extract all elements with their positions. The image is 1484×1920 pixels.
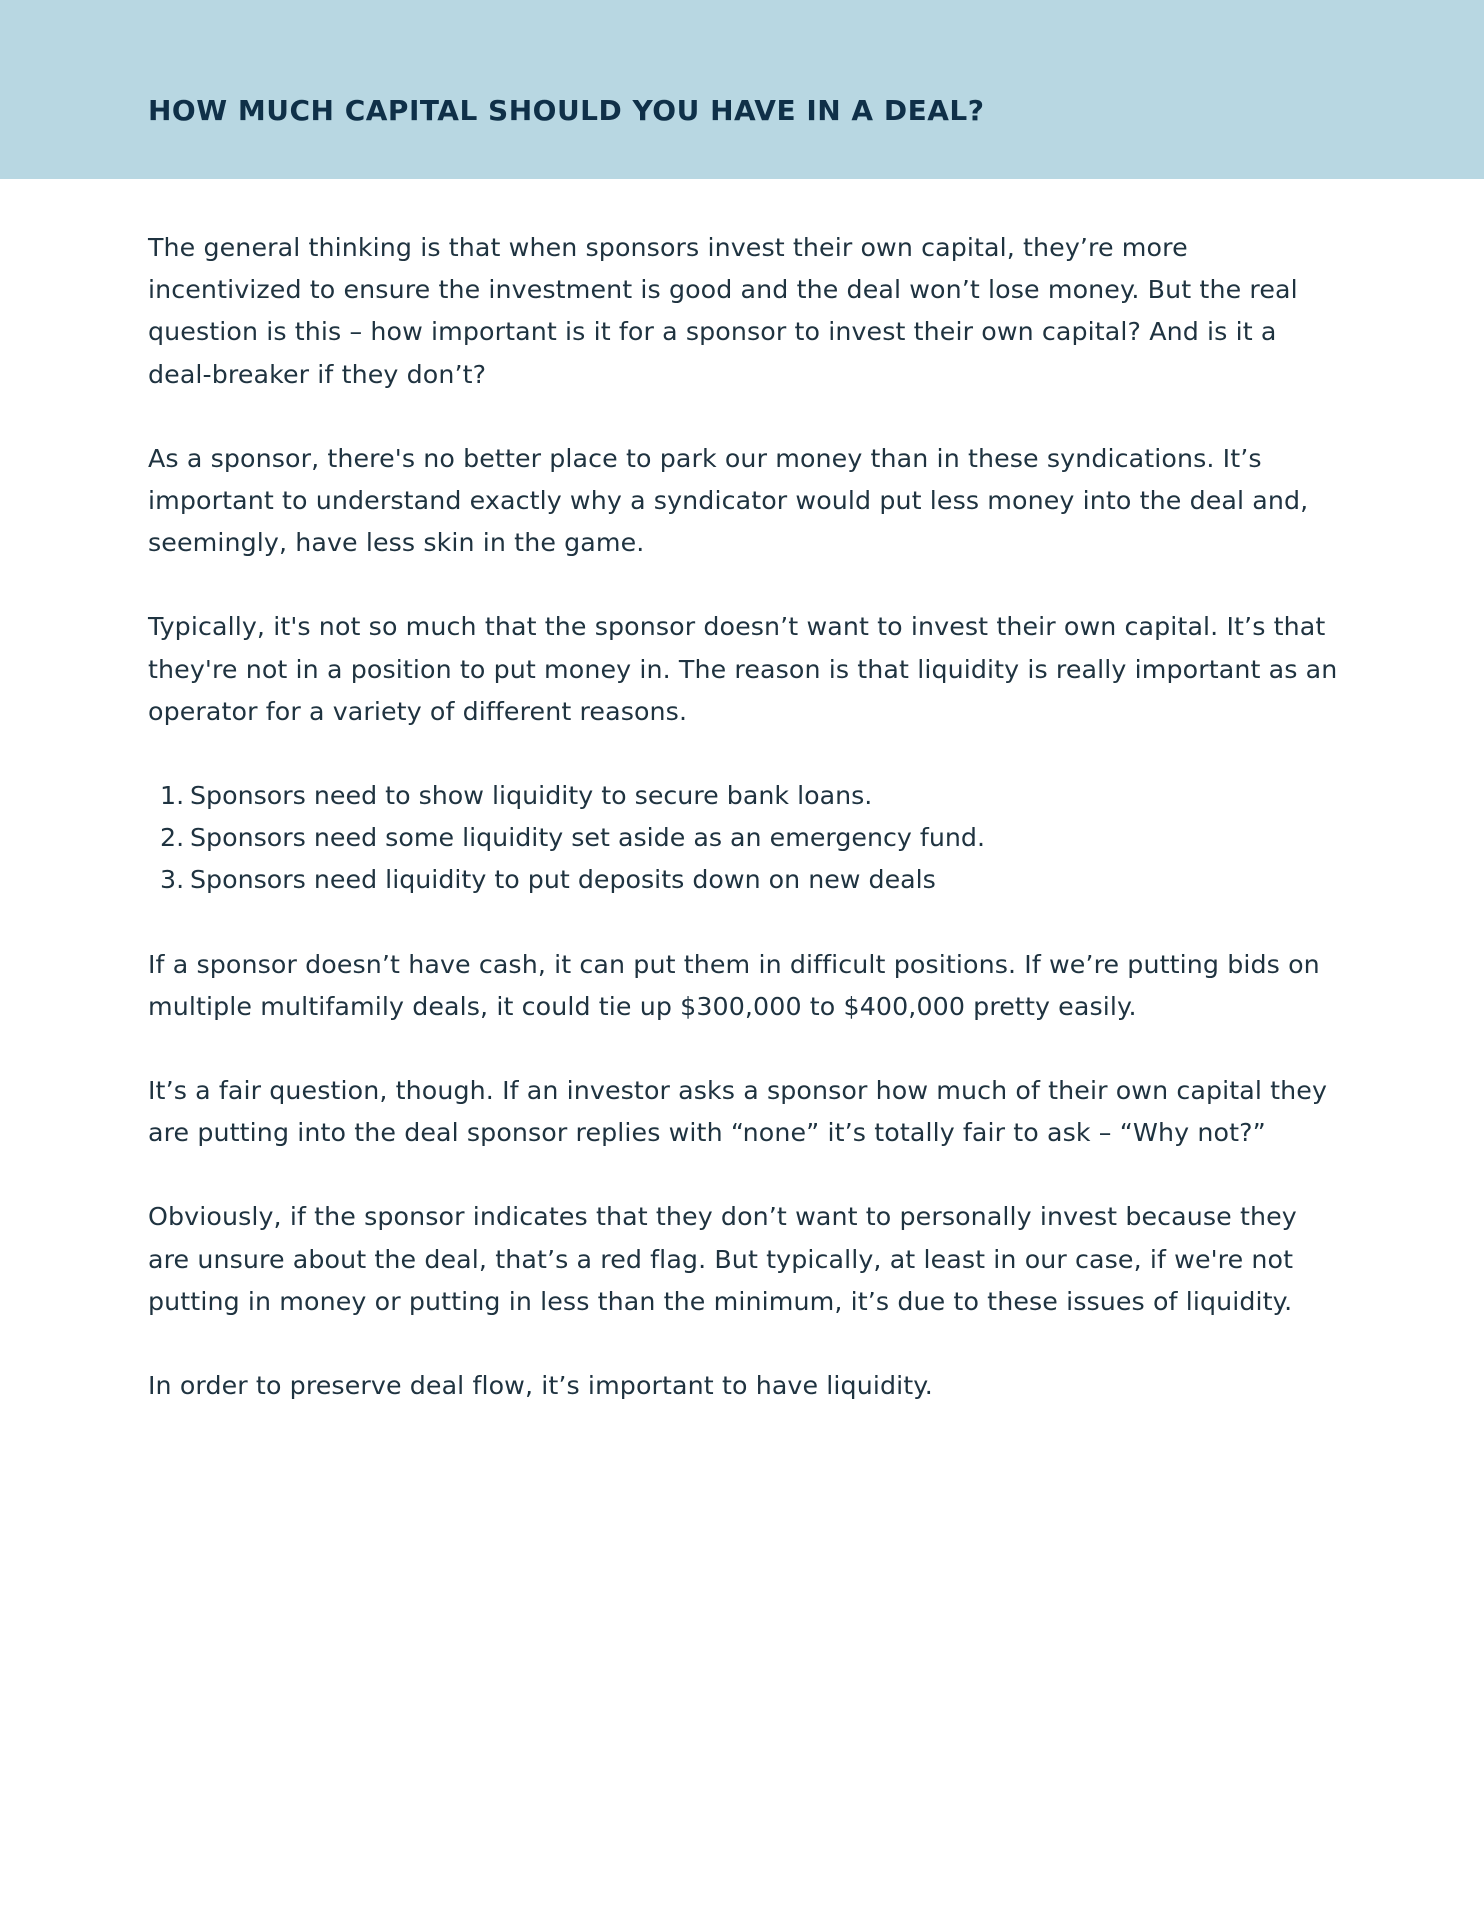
paragraph-sponsor-perspective: As a sponsor, there's no better place to park our money than in these syndications. It’s important to understand exactly why a syndicator would put less money into the deal and, seemingly, have less skin in the game. bbox=[148, 443, 1309, 558]
paragraph-liquidity-reasons: Typically, it's not so much that the sponsor doesn’t want to invest their own capital. It’s that they're not in a position to put money in. The reason is that liquidity is really important as an operator for a variety of different reasons. bbox=[148, 612, 1338, 726]
paragraph-fair-question: It’s a fair question, though. If an investor asks a sponsor how much of their own capital they are putting into the deal sponsor replies with “none” it’s totally fair to ask – “Why not?” bbox=[148, 1076, 1328, 1148]
paragraph-conclusion: In order to preserve deal flow, it’s important to have liquidity. bbox=[148, 1371, 933, 1401]
list-item bbox=[148, 859, 1343, 901]
liquidity-reasons-list bbox=[148, 775, 1343, 902]
paragraph-intro: The general thinking is that when sponsors invest their own capital, they’re more incentivized to ensure the investment is good and the deal won’t lose money. But the real question is this – how important is it for a sponsor to invest their own capital? And is it a deal-breaker if they don’t? bbox=[148, 233, 1298, 389]
paragraph-red-flag: Obviously, if the sponsor indicates that they don’t want to personally invest because they are unsure about the deal, that’s a red flag. But typically, at least in our case, if we're not putting in money or putting in less than the minimum, it’s due to these issues of liquidity. bbox=[148, 1202, 1297, 1316]
article-body bbox=[148, 227, 1343, 1449]
page-title: HOW MUCH CAPITAL SHOULD YOU HAVE IN A DEAL? bbox=[148, 94, 985, 127]
list-item-text: Sponsors need liquidity to put deposits down on new deals bbox=[190, 865, 936, 895]
list-item-number: 3. bbox=[160, 865, 185, 895]
paragraph-cash-positions: If a sponsor doesn’t have cash, it can put them in difficult positions. If we’re putting bids on multiple multifamily deals, it could tie up $300,000 to $400,000 pretty easily. bbox=[148, 949, 1320, 1021]
list-item bbox=[148, 817, 1343, 859]
list-item bbox=[148, 775, 1343, 817]
header-band bbox=[0, 0, 1484, 179]
list-item-number: 2. bbox=[160, 823, 185, 853]
list-item-text: Sponsors need to show liquidity to secure bank loans. bbox=[190, 781, 873, 811]
list-item-number: 1. bbox=[160, 781, 185, 811]
list-item-text: Sponsors need some liquidity set aside as an emergency fund. bbox=[190, 823, 985, 853]
